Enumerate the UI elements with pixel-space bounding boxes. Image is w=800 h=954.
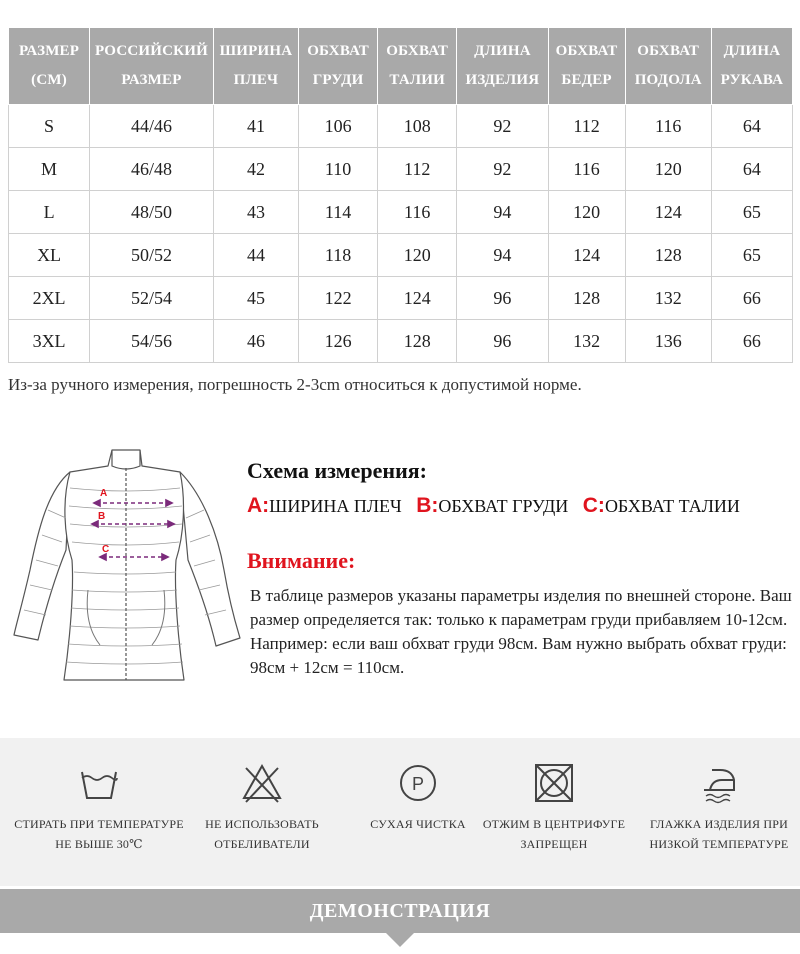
table-cell: 46/48 — [90, 148, 214, 191]
table-cell: L — [9, 191, 90, 234]
table-row — [9, 148, 793, 191]
no-tumble-dry-icon — [531, 760, 577, 806]
table-row — [9, 277, 793, 320]
table-cell: 2XL — [9, 277, 90, 320]
table-cell: 120 — [378, 234, 457, 277]
care-item-spin — [470, 738, 638, 886]
table-cell: 124 — [625, 191, 711, 234]
header-ru-size: РОССИЙСКИЙ РАЗМЕР — [90, 28, 214, 105]
table-cell: 92 — [457, 148, 548, 191]
table-cell: 65 — [711, 234, 792, 277]
care-item-wash — [0, 738, 198, 886]
header-shoulder: ШИРИНА ПЛЕЧ — [213, 28, 298, 105]
header-sleeve: ДЛИНА РУКАВА — [711, 28, 792, 105]
table-cell: 120 — [548, 191, 625, 234]
dry-clean-symbol: P — [411, 774, 425, 794]
legend-label-a: ШИРИНА ПЛЕЧ — [269, 496, 402, 516]
table-cell: 94 — [457, 191, 548, 234]
attention-title: Внимание: — [247, 548, 356, 573]
legend-label-b: ОБХВАТ ГРУДИ — [438, 496, 569, 516]
table-cell: 44/46 — [90, 105, 214, 148]
table-cell: 96 — [457, 277, 548, 320]
table-cell: 46 — [213, 320, 298, 363]
care-label-spin-2: ЗАПРЕЩЕН — [520, 837, 588, 851]
care-label-wash-2: НЕ ВЫШЕ 30℃ — [55, 837, 143, 851]
table-cell: 50/52 — [90, 234, 214, 277]
marker-b: B — [98, 511, 106, 522]
size-table — [8, 27, 793, 363]
table-cell: 92 — [457, 105, 548, 148]
table-cell: 108 — [378, 105, 457, 148]
table-cell: 124 — [378, 277, 457, 320]
table-cell: 96 — [457, 320, 548, 363]
table-cell: 65 — [711, 191, 792, 234]
table-cell: 128 — [378, 320, 457, 363]
table-cell: 45 — [213, 277, 298, 320]
table-cell: 128 — [625, 234, 711, 277]
table-cell: 94 — [457, 234, 548, 277]
table-row — [9, 105, 793, 148]
header-waist: ОБХВАТ ТАЛИИ — [378, 28, 457, 105]
care-label-bleach-2: ОТБЕЛИВАТЕЛИ — [214, 837, 310, 851]
table-cell: 112 — [548, 105, 625, 148]
table-cell: 48/50 — [90, 191, 214, 234]
care-item-iron — [638, 738, 800, 886]
marker-a: A — [100, 488, 108, 499]
scheme-title: Схема измерения: — [247, 458, 427, 483]
table-cell: 116 — [625, 105, 711, 148]
header-hem: ОБХВАТ ПОДОЛА — [625, 28, 711, 105]
table-row — [9, 191, 793, 234]
table-cell: 41 — [213, 105, 298, 148]
wash-30-icon — [76, 760, 122, 806]
table-cell: 126 — [299, 320, 378, 363]
table-cell: M — [9, 148, 90, 191]
care-label-dryclean-1: СУХАЯ ЧИСТКА — [370, 817, 466, 831]
table-cell: 122 — [299, 277, 378, 320]
table-cell: 110 — [299, 148, 378, 191]
no-bleach-icon — [239, 760, 285, 806]
table-cell: 66 — [711, 277, 792, 320]
table-cell: 43 — [213, 191, 298, 234]
table-cell: 66 — [711, 320, 792, 363]
marker-c: C — [102, 544, 110, 555]
care-label-iron-2: НИЗКОЙ ТЕМПЕРАТУРЕ — [649, 837, 789, 851]
table-cell: 64 — [711, 105, 792, 148]
table-cell: 132 — [548, 320, 625, 363]
table-cell: S — [9, 105, 90, 148]
jacket-measurement-diagram — [8, 440, 244, 695]
table-header-row — [9, 28, 793, 105]
table-cell: 120 — [625, 148, 711, 191]
care-label-iron-1: ГЛАЖКА ИЗДЕЛИЯ ПРИ — [650, 817, 788, 831]
header-hips: ОБХВАТ БЕДЕР — [548, 28, 625, 105]
table-cell: 54/56 — [90, 320, 214, 363]
table-cell: 52/54 — [90, 277, 214, 320]
table-cell: 114 — [299, 191, 378, 234]
care-label-spin-1: ОТЖИМ В ЦЕНТРИФУГЕ — [482, 817, 626, 831]
table-cell: 42 — [213, 148, 298, 191]
table-cell: 3XL — [9, 320, 90, 363]
table-cell: 128 — [548, 277, 625, 320]
table-cell: 116 — [378, 191, 457, 234]
legend-label-c: ОБХВАТ ТАЛИИ — [604, 496, 740, 516]
care-item-bleach — [180, 738, 344, 886]
table-cell: 118 — [299, 234, 378, 277]
scheme-legend — [247, 494, 740, 518]
table-cell: 116 — [548, 148, 625, 191]
care-instructions-band — [0, 738, 800, 886]
care-label-wash-1: СТИРАТЬ ПРИ ТЕМПЕРАТУРЕ — [14, 817, 184, 831]
measurement-tolerance-note: Из-за ручного измерения, погрешность 2-3cm относиться к допустимой норме. — [8, 375, 582, 394]
care-label-bleach-1: НЕ ИСПОЛЬЗОВАТЬ — [205, 817, 319, 831]
dry-clean-icon — [395, 760, 441, 806]
iron-low-icon — [696, 760, 742, 806]
table-row — [9, 320, 793, 363]
header-length: ДЛИНА ИЗДЕЛИЯ — [457, 28, 548, 105]
table-cell: 112 — [378, 148, 457, 191]
header-size: РАЗМЕР (CM) — [9, 28, 90, 105]
table-cell: 136 — [625, 320, 711, 363]
legend-key-b: B: — [416, 494, 439, 517]
table-cell: 132 — [625, 277, 711, 320]
attention-text: В таблице размеров указаны параметры изделия по внешней стороне. Ваш размер определяется так: только к параметрам груди прибавляем 10-12см. Например: если ваш обхват груди 98см. Вам нужно выбрать обхват груди: 98см + 12см = 110см. — [250, 586, 792, 677]
demo-section-header: ДЕМОНСТРАЦИЯ — [0, 889, 800, 933]
demo-arrow-icon — [386, 933, 414, 947]
legend-key-c: C: — [582, 494, 605, 517]
table-cell: 106 — [299, 105, 378, 148]
table-cell: 64 — [711, 148, 792, 191]
legend-key-a: A: — [247, 494, 270, 517]
table-cell: 124 — [548, 234, 625, 277]
table-cell: XL — [9, 234, 90, 277]
header-chest: ОБХВАТ ГРУДИ — [299, 28, 378, 105]
table-row — [9, 234, 793, 277]
table-cell: 44 — [213, 234, 298, 277]
